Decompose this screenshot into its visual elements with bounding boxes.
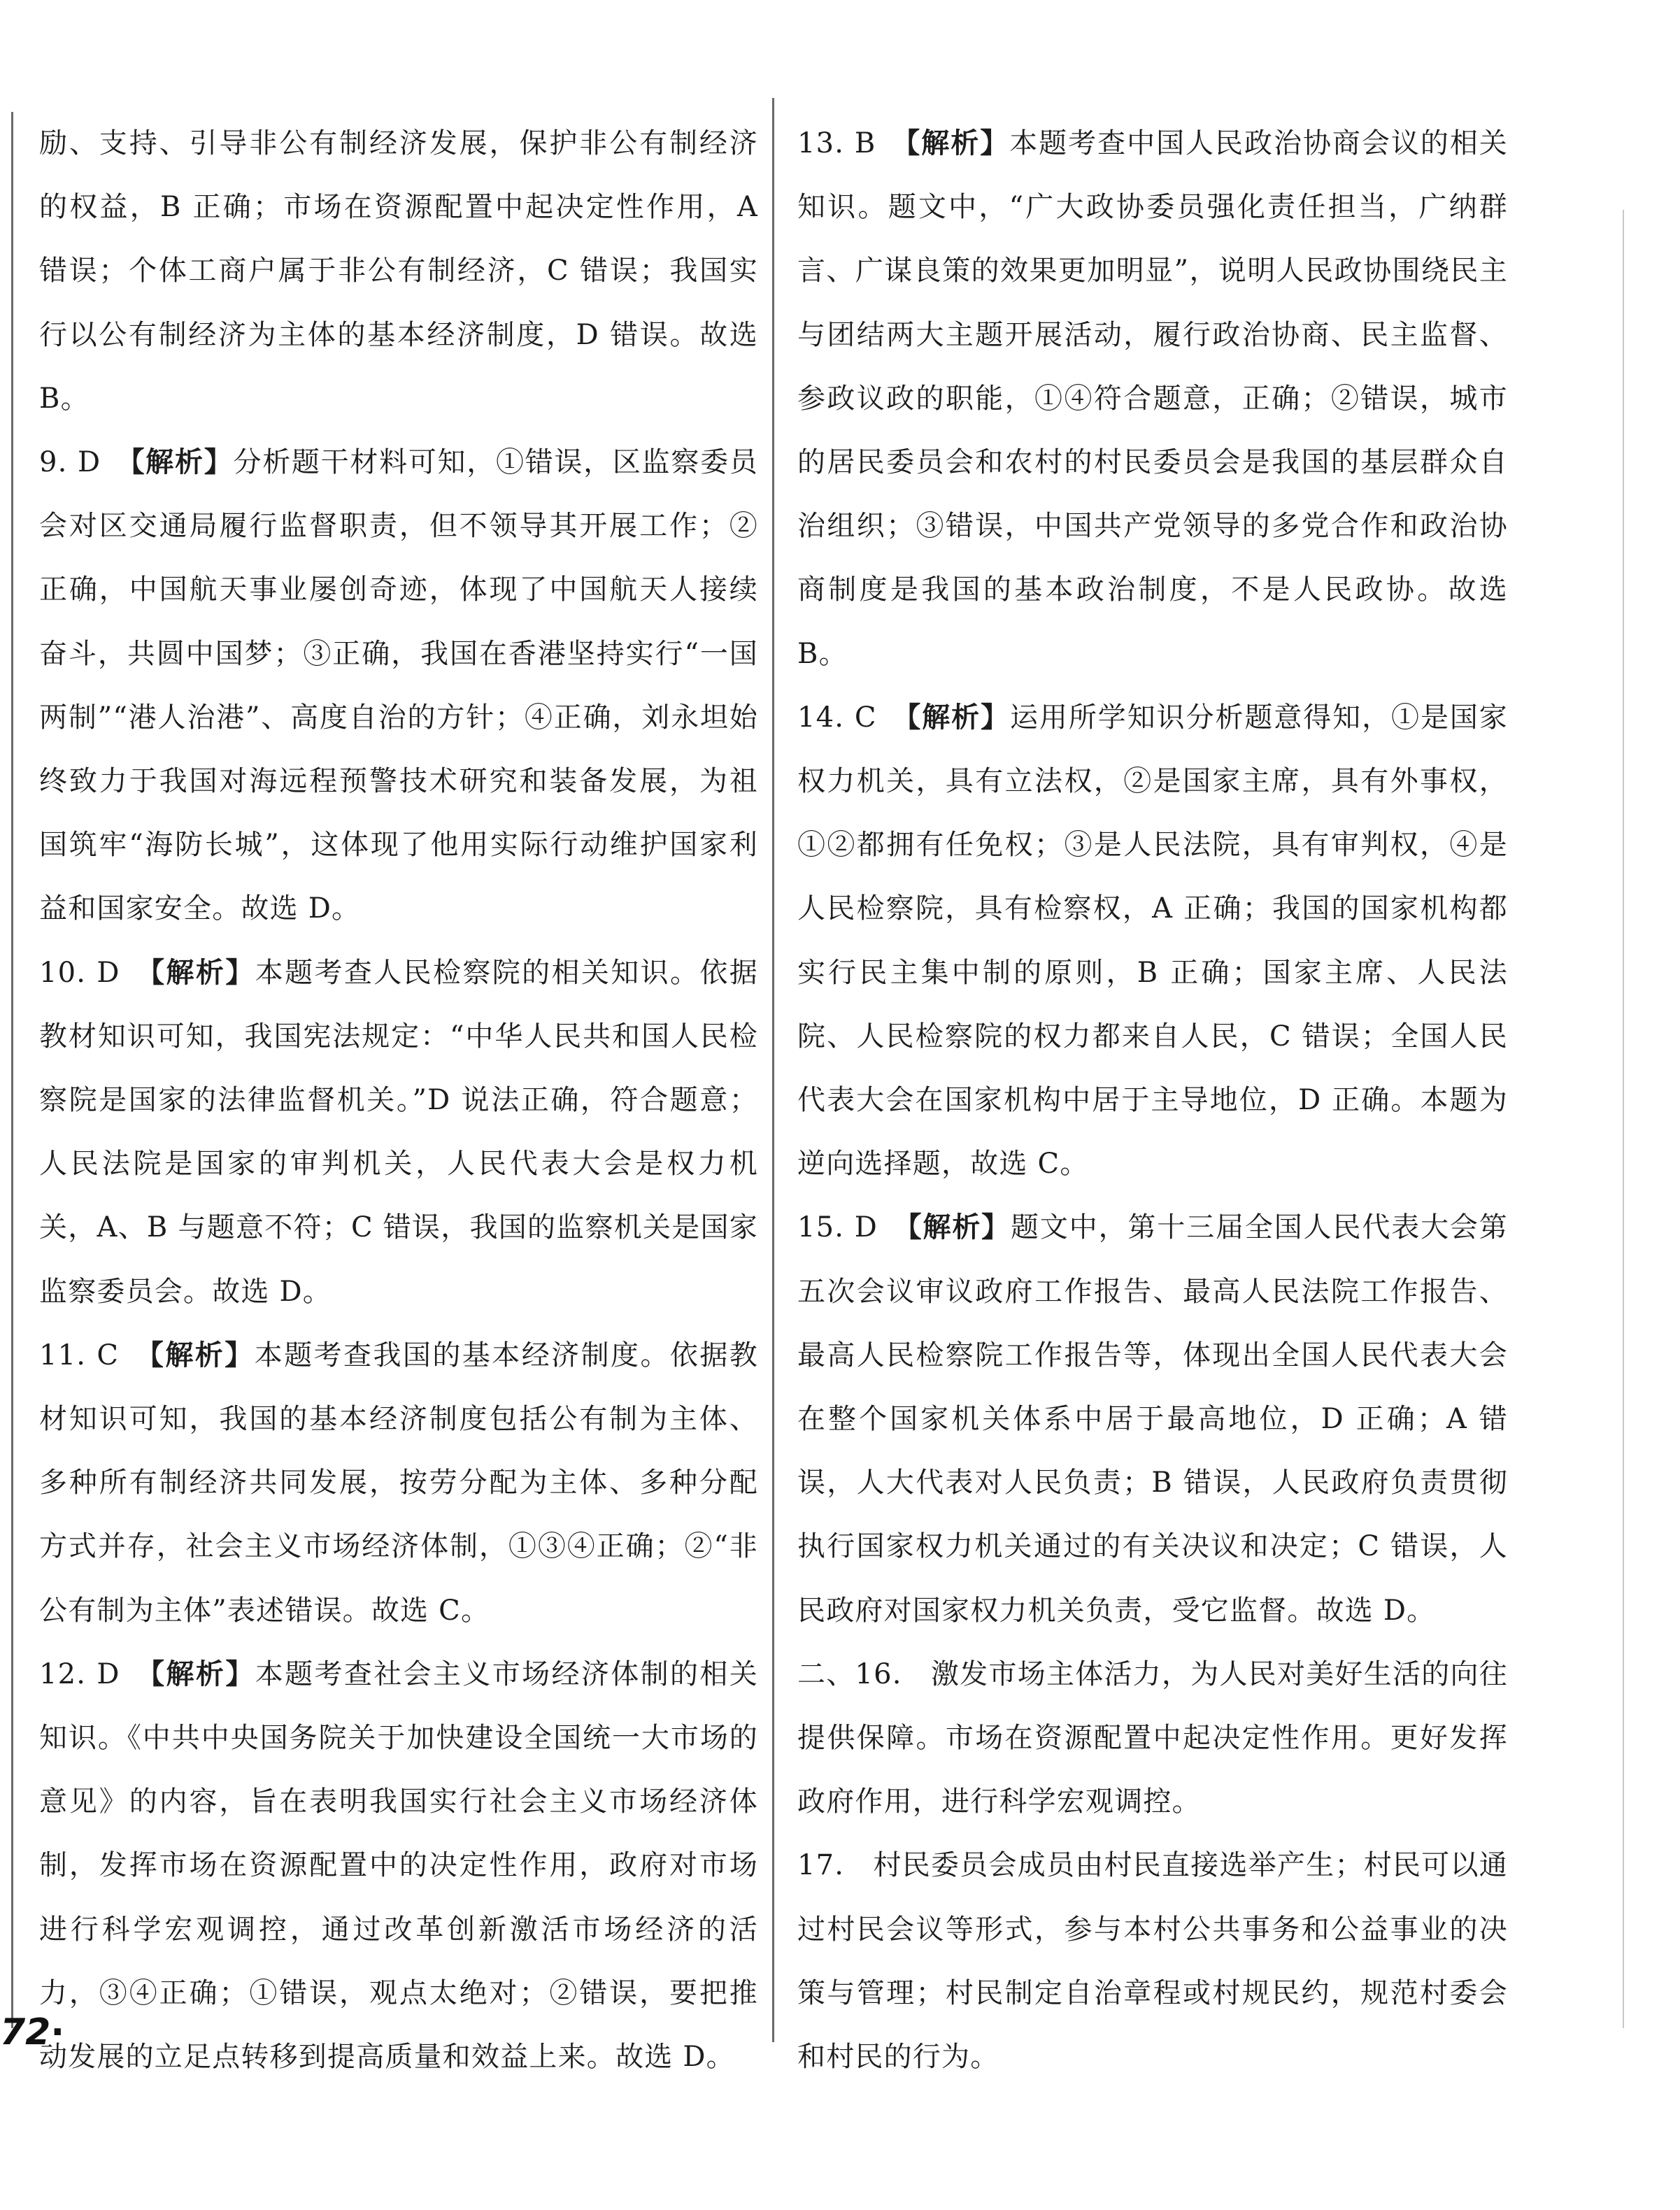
item-16: 二、16. 激发市场主体活力，为人民对美好生活的向往提供保障。市场在资源配置中起决定性作用。更好发挥政府作用，进行科学宏观调控。 — [797, 1658, 1508, 1818]
page-number: 72· — [0, 2011, 65, 2053]
para-8-cont: 励、支持、引导非公有制经济发展，保护非公有制经济的权益，B 正确；市场在资源配置中起决定性作用，A 错误；个体工商户属于非公有制经济，C 错误；我国实行以公有制经济为主体的基本经济制度，D 错误。故选 B。 — [39, 127, 758, 415]
item-17: 17. 村民委员会成员由村民直接选举产生；村民可以通过村民会议等形式，参与本村公共事务和公益事业的决策与管理；村民制定自治章程或村规民约，规范村委会和村民的行为。 — [797, 1849, 1509, 2074]
item-9: 9. D 【解析】分析题干材料可知，①错误，区监察委员会对区交通局履行监督职责，但不领导其开展工作；②正确，中国航天事业屡创奇迹，体现了中国航天人接续奋斗，共圆中国梦；③正确，我国在香港坚持实行“一国两制”“港人治港”、高度自治的方针；④正确，刘永坦始终致力于我国对海远程预警技术研究和装备发展，为祖国筑牢“海防长城”，这体现了他用实际行动维护国家利益和国家安全。故选 D。 — [39, 446, 758, 925]
column-divider — [772, 98, 774, 2042]
right-column — [797, 112, 1508, 2089]
item-15: 15. D 【解析】题文中，第十三届全国人民代表大会第五次会议审议政府工作报告、最高人民法院工作报告、最高人民检察院工作报告等，体现出全国人民代表大会在整个国家机关体系中居于最高地位，D 正确；A 错误，人大代表对人民负责；B 错误，人民政府负责贯彻执行国家权力机关通过的有关决议和决定；C 错误，人民政府对国家权力机关负责，受它监督。故选 D。 — [797, 1211, 1508, 1627]
item-12: 12. D 【解析】本题考查社会主义市场经济体制的相关知识。《中共中央国务院关于加快建设全国统一大市场的意见》的内容，旨在表明我国实行社会主义市场经济体制，发挥市场在资源配置中的决定性作用，政府对市场进行科学宏观调控，通过改革创新激活市场经济的活力，③④正确；①错误，观点太绝对；②错误，要把推动发展的立足点转移到提高质量和效益上来。故选 D。 — [39, 1658, 758, 2074]
left-margin-rule — [11, 112, 13, 2028]
item-11: 11. C 【解析】本题考查我国的基本经济制度。依据教材知识可知，我国的基本经济制度包括公有制为主体、多种所有制经济共同发展，按劳分配为主体、多种分配方式并存，社会主义市场经济体制，①③④正确；②“非公有制为主体”表述错误。故选 C。 — [39, 1339, 759, 1627]
item-10: 10. D 【解析】本题考查人民检察院的相关知识。依据教材知识可知，我国宪法规定：“中华人民共和国人民检察院是国家的法律监督机关。”D 说法正确，符合题意；人民法院是国家的审判机关，人民代表大会是权力机关，A、B 与题意不符；C 错误，我国的监察机关是国家监察委员会。故选 D。 — [39, 956, 758, 1308]
scan-edge-shadow — [1623, 210, 1624, 2028]
item-13: 13. B 【解析】本题考查中国人民政治协商会议的相关知识。题文中，“广大政协委员强化责任担当，广纳群言、广谋良策的效果更加明显”，说明人民政协围绕民主与团结两大主题开展活动，履行政治协商、民主监督、参政议政的职能，①④符合题意，正确；②错误，城市的居民委员会和农村的村民委员会是我国的基层群众自治组织；③错误，中国共产党领导的多党合作和政治协商制度是我国的基本政治制度，不是人民政协。故选 B。 — [797, 127, 1509, 670]
item-14: 14. C 【解析】运用所学知识分析题意得知，①是国家权力机关，具有立法权，②是国家主席，具有外事权，①②都拥有任免权；③是人民法院，具有审判权，④是人民检察院，具有检察权，A 正确；我国的国家机构都实行民主集中制的原则，B 正确；国家主席、人民法院、人民检察院的权力都来自人民，C 错误；全国人民代表大会在国家机构中居于主导地位，D 正确。本题为逆向选择题，故选 C。 — [797, 701, 1508, 1181]
left-column — [39, 112, 758, 2089]
